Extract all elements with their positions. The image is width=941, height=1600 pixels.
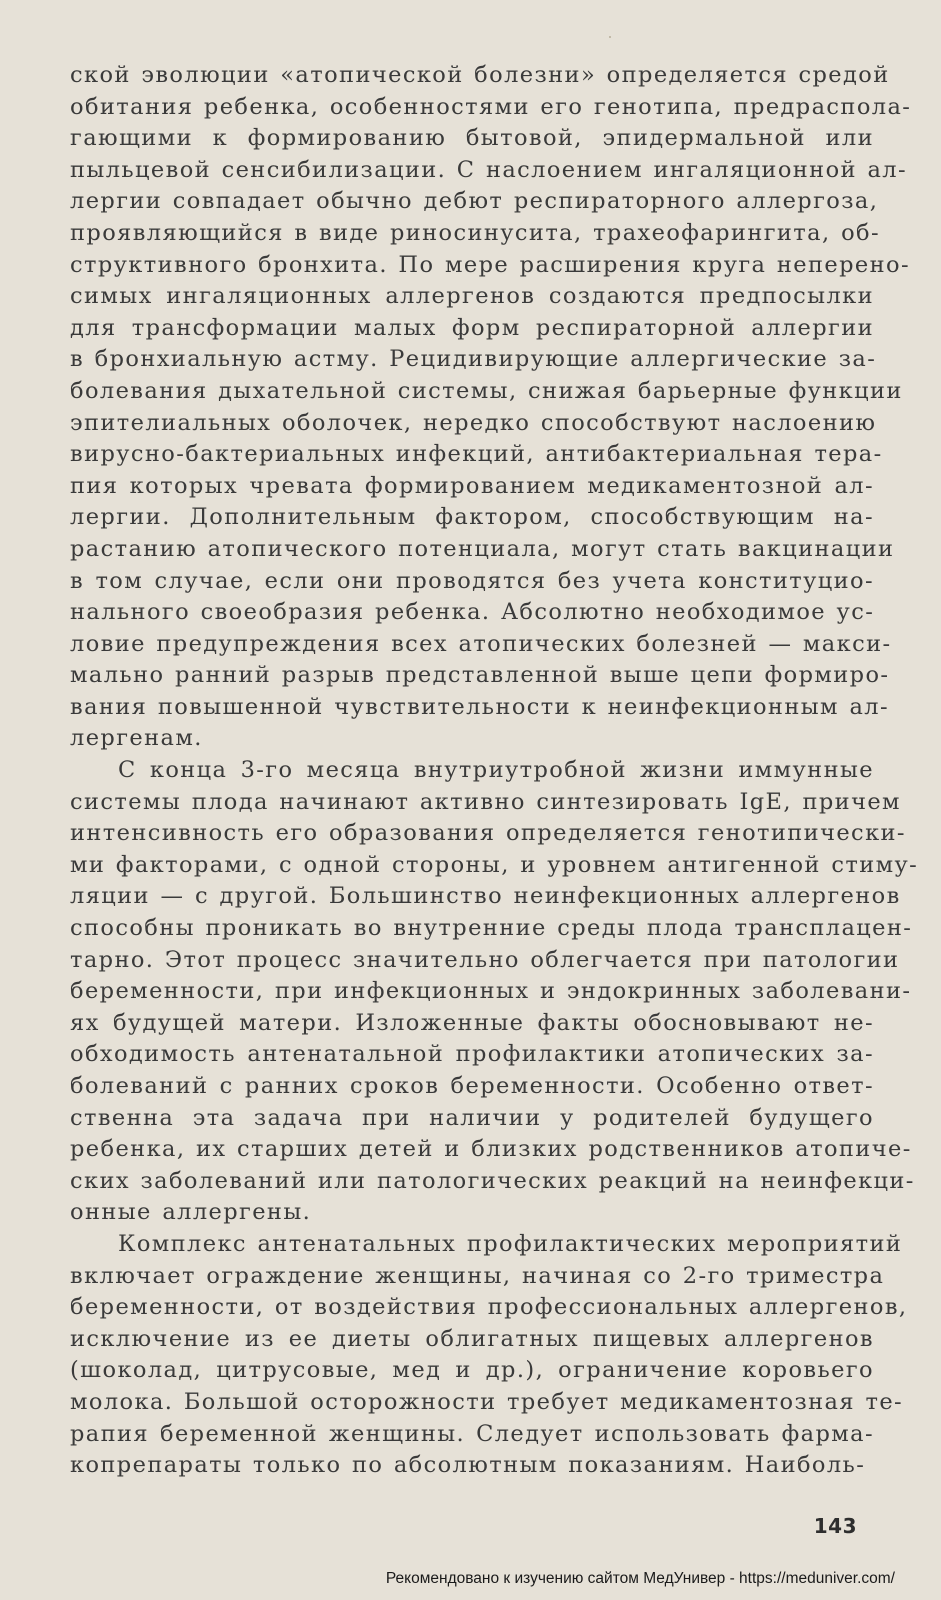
text-line: болеваний с ранних сроков беременности. Особенно ответ- (70, 1073, 874, 1099)
text-line: вирусно-бактериальных инфекций, антибактериальная тера- (70, 441, 883, 468)
body-text (70, 60, 919, 1482)
text-line: болевания дыхательной системы, снижая барьерные функции (70, 377, 903, 404)
text-line: обитания ребенка, особенностями его генотипа, предраспола- (70, 93, 912, 120)
paragraph (70, 1229, 908, 1482)
text-line: способны проникать во внутренние среды плода трансплацен- (70, 915, 913, 942)
text-line: обходимость антенатальной профилактики атопических за- (70, 1041, 874, 1068)
text-line: беременности, при инфекционных и эндокринных заболевани- (70, 978, 912, 1005)
text-line: симых ингаляционных аллергенов создаются предпосылки (70, 283, 874, 310)
text-line: Комплекс антенатальных профилактических мероприятий (118, 1230, 903, 1257)
text-line: беременности, от воздействия профессиональных аллергенов, (70, 1294, 908, 1321)
text-line: структивного бронхита. По мере расширения круга неперено- (70, 251, 910, 278)
text-line: пыльцевой сенсибилизации. С наслоением ингаляционной ал- (70, 156, 907, 183)
text-line: включает ограждение женщины, начиная со 2-го триместра (70, 1262, 885, 1289)
text-line: гающими к формированию бытовой, эпидермальной или (70, 125, 874, 152)
text-line: молока. Большой осторожности требует медикаментозная те- (70, 1388, 904, 1415)
text-line: проявляющийся в виде риносинусита, трахеофарингита, об- (70, 219, 880, 246)
paragraph (70, 755, 919, 1229)
text-line: эпителиальных оболочек, нередко способствуют наслоению (70, 409, 877, 436)
text-line: копрепараты только по абсолютным показаниям. Наиболь- (70, 1452, 866, 1479)
text-line: тарно. Этот процесс значительно облегчается при патологии (70, 946, 900, 973)
text-line: нального своеобразия ребенка. Абсолютно необходимое ус- (70, 599, 875, 626)
paper-speck (609, 36, 611, 38)
text-line: мально ранний разрыв представленной выше цепи формиро- (70, 662, 890, 689)
text-line: для трансформации малых форм респираторной аллергии (70, 314, 874, 341)
text-line: лергии совпадает обычно дебют респираторного аллергоза, (70, 188, 879, 215)
text-line: исключение из ее диеты облигатных пищевых аллергенов (70, 1325, 874, 1352)
footer-recommendation: Рекомендовано к изучению сайтом МедУнивер - https://meduniver.com/ (385, 1570, 895, 1587)
text-line: лергенам. (70, 725, 203, 752)
text-line: в том случае, если они проводятся без учета конституцио- (70, 567, 874, 594)
text-line: лергии. Дополнительным фактором, способствующим на- (70, 504, 874, 531)
text-line: ской эволюции «атопической болезни» определяется средой (70, 62, 890, 88)
text-line: онные аллергены. (70, 1199, 312, 1226)
text-line: (шоколад, цитрусовые, мед и др.), ограничение коровьего (70, 1357, 874, 1384)
text-line: рапия беременной женщины. Следует использовать фарма- (70, 1420, 874, 1447)
text-line: С конца 3-го месяца внутриутробной жизни иммунные (118, 757, 874, 784)
text-line: ляции — с другой. Большинство неинфекционных аллергенов (70, 883, 901, 910)
text-line: ских заболеваний или патологических реакций на неинфекци- (70, 1167, 915, 1194)
paragraph (70, 60, 912, 755)
text-line: ребенка, их старших детей и близких родственников атопиче- (70, 1136, 912, 1163)
text-line: ях будущей матери. Изложенные факты обосновывают не- (70, 1009, 874, 1036)
text-line: ловие предупреждения всех атопических болезней — макси- (70, 630, 892, 657)
text-line: интенсивность его образования определяется генотипически- (70, 820, 906, 847)
text-line: пия которых чревата формированием медикаментозной ал- (70, 472, 874, 499)
text-line: в бронхиальную астму. Рецидивирующие аллергические за- (70, 346, 877, 373)
text-line: растанию атопического потенциала, могут стать вакцинации (70, 535, 895, 562)
text-line: вания повышенной чувствительности к неинфекционным ал- (70, 693, 889, 720)
text-line: ственна эта задача при наличии у родителей будущего (70, 1104, 874, 1131)
text-line: ми факторами, с одной стороны, и уровнем антигенной стиму- (70, 851, 919, 878)
page-number: 143 (813, 1514, 857, 1538)
text-line: системы плода начинают активно синтезировать IgE, причем (70, 788, 901, 815)
